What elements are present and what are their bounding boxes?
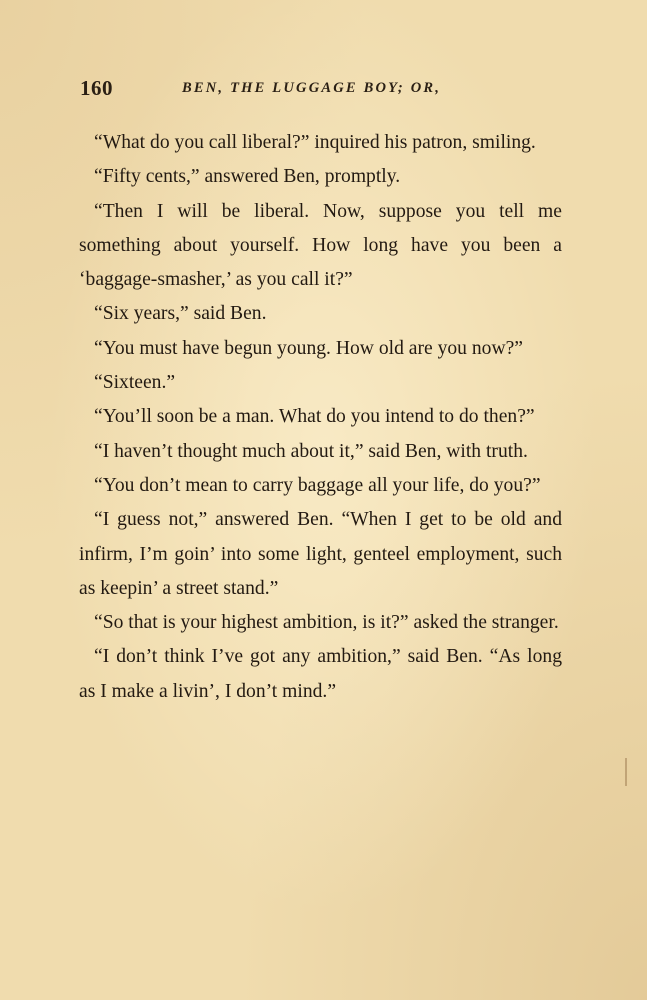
- paragraph: “I haven’t thought much about it,” said Ben, with truth.: [94, 440, 528, 462]
- paragraph: “What do you call liberal?” inquired his patron, smiling.: [94, 132, 536, 153]
- paragraph: “Six years,” said Ben.: [94, 303, 267, 325]
- page-number: 160: [80, 76, 113, 100]
- paragraph: “Then I will be liberal. Now, suppose you tell me something about yourself. How long have you been a ‘baggage-smasher,’ as you call it?”: [79, 200, 562, 291]
- paragraph: “Fifty cents,” answered Ben, promptly.: [94, 166, 401, 188]
- running-title: BEN, THE LUGGAGE BOY; OR,: [182, 80, 442, 96]
- margin-mark: [625, 758, 627, 786]
- paragraph: “You’ll soon be a man. What do you intend to do then?”: [94, 406, 535, 428]
- running-head: [80, 76, 562, 106]
- body-text: [79, 126, 562, 709]
- paragraph: “I don’t think I’ve got any ambition,” said Ben. “As long as I make a livin’, I don’t mind.”: [79, 646, 562, 702]
- paragraph: “Sixteen.”: [94, 372, 176, 394]
- paragraph: “You must have begun young. How old are you now?”: [94, 337, 524, 359]
- paragraph: “I guess not,” answered Ben. “When I get to be old and infirm, I’m goin’ into some light, genteel employment, such as keepin’ a street stand.”: [79, 509, 562, 599]
- paragraph: “So that is your highest ambition, is it?” asked the stranger.: [94, 612, 559, 634]
- paragraph: “You don’t mean to carry baggage all your life, do you?”: [94, 474, 541, 496]
